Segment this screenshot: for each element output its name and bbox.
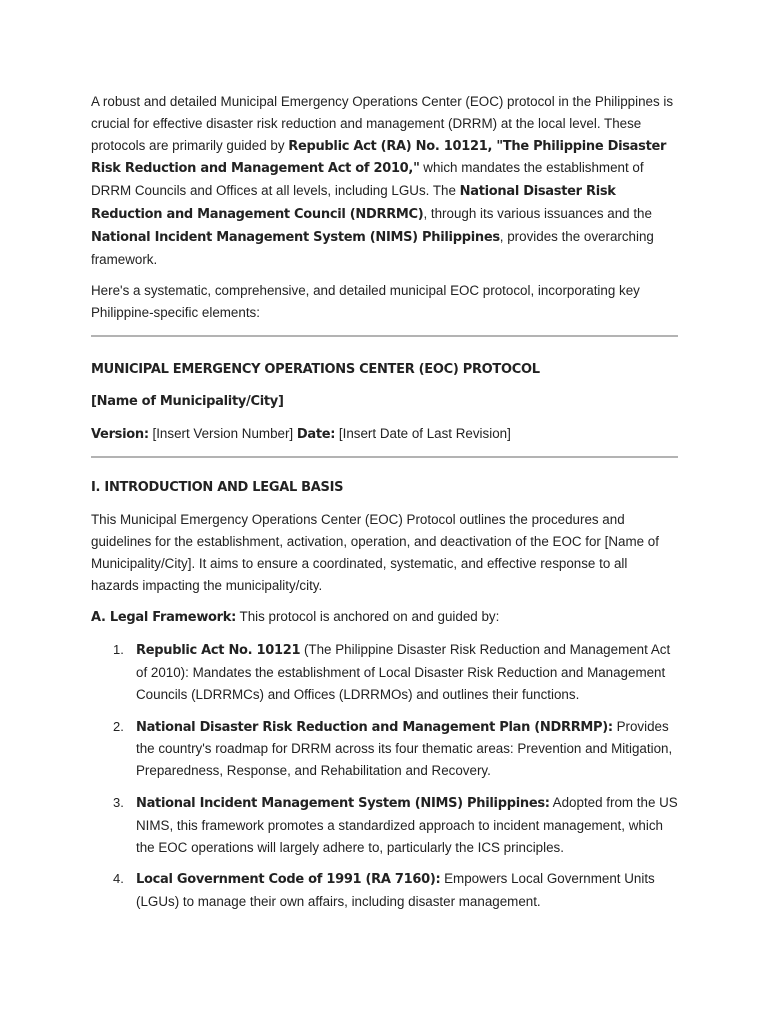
list-item-text: Adopted from the US NIMS, this framework promotes a standardized approach to incident management, which the EOC operations will largely adhere to, particularly the ICS principles.	[136, 794, 678, 855]
legal-framework-list	[91, 639, 678, 913]
divider-bottom	[91, 456, 678, 458]
version-label: Version:	[91, 426, 149, 442]
intro-paragraph	[91, 91, 678, 270]
version-line	[91, 423, 678, 446]
list-item	[91, 792, 678, 858]
list-item-number: 1.	[113, 642, 124, 658]
intro-text-4: , provides the overarching framework.	[91, 228, 654, 267]
municipality-name: [Name of Municipality/City]	[91, 393, 284, 409]
intro-paragraph-2: Here's a systematic, comprehensive, and detailed municipal EOC protocol, incorporating key Philippine-specific elements:	[91, 283, 640, 321]
date-value: [Insert Date of Last Revision]	[335, 425, 511, 441]
legal-framework-line	[91, 606, 678, 629]
list-item-text: Empowers Local Government Units (LGUs) to manage their own affairs, including disaster management.	[136, 871, 655, 910]
legal-framework-label: A. Legal Framework:	[91, 610, 237, 626]
list-item-title: Republic Act No. 10121	[136, 643, 301, 659]
intro-bold-ndrrmc: National Disaster Risk Reduction and Management Council (NDRRMC)	[91, 184, 616, 222]
date-label: Date:	[296, 426, 336, 442]
intro-text-1: A robust and detailed Municipal Emergency Operations Center (EOC) protocol in the Philippines is crucial for effective disaster risk reduction and management (DRRM) at the local level. These protocols are primarily guided by	[91, 94, 674, 153]
list-item-number: 2.	[113, 718, 124, 734]
intro-bold-ra10121: Republic Act (RA) No. 10121, "The Philippine Disaster Risk Reduction and Management Act of 2010,"	[91, 138, 667, 177]
list-item-text: (The Philippine Disaster Risk Reduction and Management Act of 2010): Mandates the establishment of Local Disaster Risk Reduction and Management Councils (LDRRMCs) and Offices (LDRRMOs) and outlines their functions.	[136, 642, 671, 702]
list-item-title: Local Government Code of 1991 (RA 7160):	[136, 872, 441, 888]
protocol-title: MUNICIPAL EMERGENCY OPERATIONS CENTER (EOC) PROTOCOL	[91, 361, 540, 377]
intro-text-2: which mandates the establishment of DRRM Councils and Offices at all levels, including LGUs. The	[91, 160, 644, 199]
version-value: [Insert Version Number]	[148, 425, 297, 441]
list-item-number: 3.	[113, 794, 124, 810]
section-heading: I. INTRODUCTION AND LEGAL BASIS	[91, 480, 344, 496]
list-item	[91, 639, 678, 705]
section-body: This Municipal Emergency Operations Center (EOC) Protocol outlines the procedures and guidelines for the establishment, activation, operation, and deactivation of the EOC for [Name of Municipality/City]. It aims to ensure a coordinated, systematic, and effective response to all hazards impacting the municipality/city.	[91, 512, 659, 593]
list-item-title: National Incident Management System (NIMS) Philippines:	[136, 795, 550, 811]
list-item-text: Provides the country's roadmap for DRRM across its four thematic areas: Prevention and Mitigation, Preparedness, Response, and Rehabilitation and Recovery.	[136, 718, 673, 779]
list-item-title: National Disaster Risk Reduction and Management Plan (NDRRMP):	[136, 719, 613, 735]
list-item-number: 4.	[113, 871, 124, 887]
legal-framework-text: This protocol is anchored on and guided by:	[236, 609, 500, 625]
list-item	[91, 868, 678, 913]
intro-text-3: , through its various issuances and the	[423, 205, 652, 221]
list-item	[91, 716, 678, 782]
divider-top	[91, 335, 678, 337]
intro-bold-nims: National Incident Management System (NIMS) Philippines	[91, 229, 500, 245]
